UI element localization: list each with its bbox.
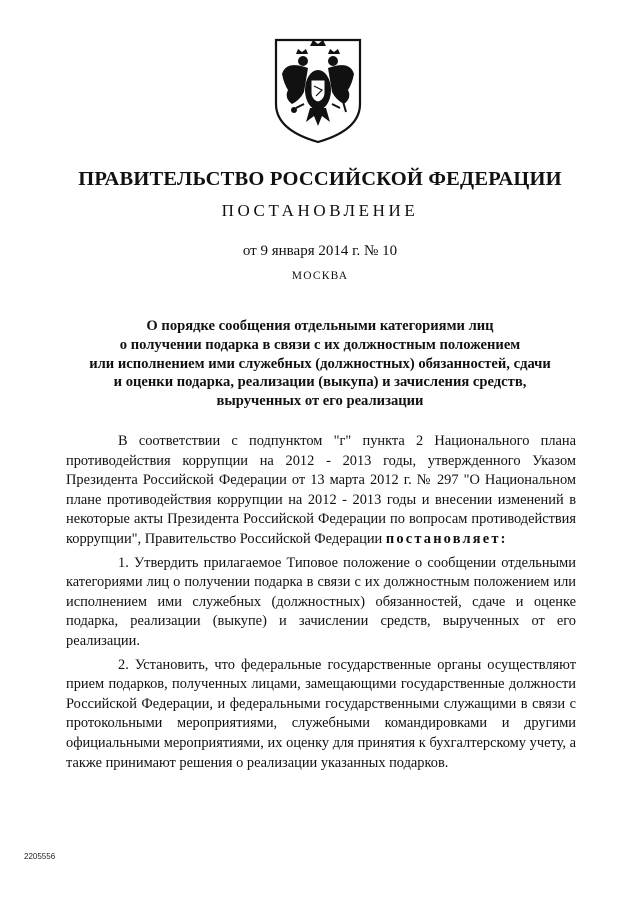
subject-line: и оценки подарка, реализации (выкупа) и зачисления средств, xyxy=(113,374,527,391)
document-code: 2205556 xyxy=(24,852,56,861)
document-type: ПОСТАНОВЛЕНИЕ xyxy=(221,201,419,220)
document-subject xyxy=(50,317,590,411)
subject-line: О порядке сообщения отдельными категориями лиц xyxy=(146,318,494,334)
coat-of-arms-icon xyxy=(270,34,366,146)
item-1-paragraph: 1. Утвердить прилагаемое Типовое положение о сообщении отдельными категориями лиц о получении подарка в связи с их должностным положением или исполнением ими служебных (должностных) обязанностей, сдаче и оценке подарка, реализации (выкупе) и зачислении средств, вырученных от его реализации. xyxy=(66,554,576,649)
subject-line: вырученных от его реализации xyxy=(216,393,424,410)
preamble-text: В соответствии с подпунктом "г" пункта 2 Национального плана противодействия коррупции на 2012 - 2013 годы, утвержденного Указом Президента Российской Федерации от 13 марта 2012 г. № 297 "О Национальном плане противодействия коррупции на 2012 - 2013 годы и внесении изменений в некоторые акты Президента Российской Федерации по вопросам противодействия коррупции", Правительство Российской Федерации xyxy=(66,433,576,547)
decrees-word: постановляет: xyxy=(385,530,508,547)
preamble-paragraph xyxy=(66,432,576,550)
subject-line: о получении подарка в связи с их должностным положением xyxy=(119,336,521,353)
document-city: МОСКВА xyxy=(291,270,349,282)
item-2-paragraph: 2. Установить, что федеральные государственные органы осуществляют прием подарков, полученных лицами, замещающими государственные должности Российской Федерации, и федеральными государственными служащими в связи с протокольными мероприятиями, служебными командировками и другими официальными мероприятиями, их оценку для принятия к бухгалтерскому учету, а также принимают решения о реализации указанных подарков. xyxy=(66,656,576,771)
document-date-number: от 9 января 2014 г. № 10 xyxy=(242,243,398,259)
document-body xyxy=(66,432,576,777)
government-title: ПРАВИТЕЛЬСТВО РОССИЙСКОЙ ФЕДЕРАЦИИ xyxy=(78,168,562,190)
subject-line: или исполнением ими служебных (должностных) обязанностей, сдачи xyxy=(89,355,551,372)
